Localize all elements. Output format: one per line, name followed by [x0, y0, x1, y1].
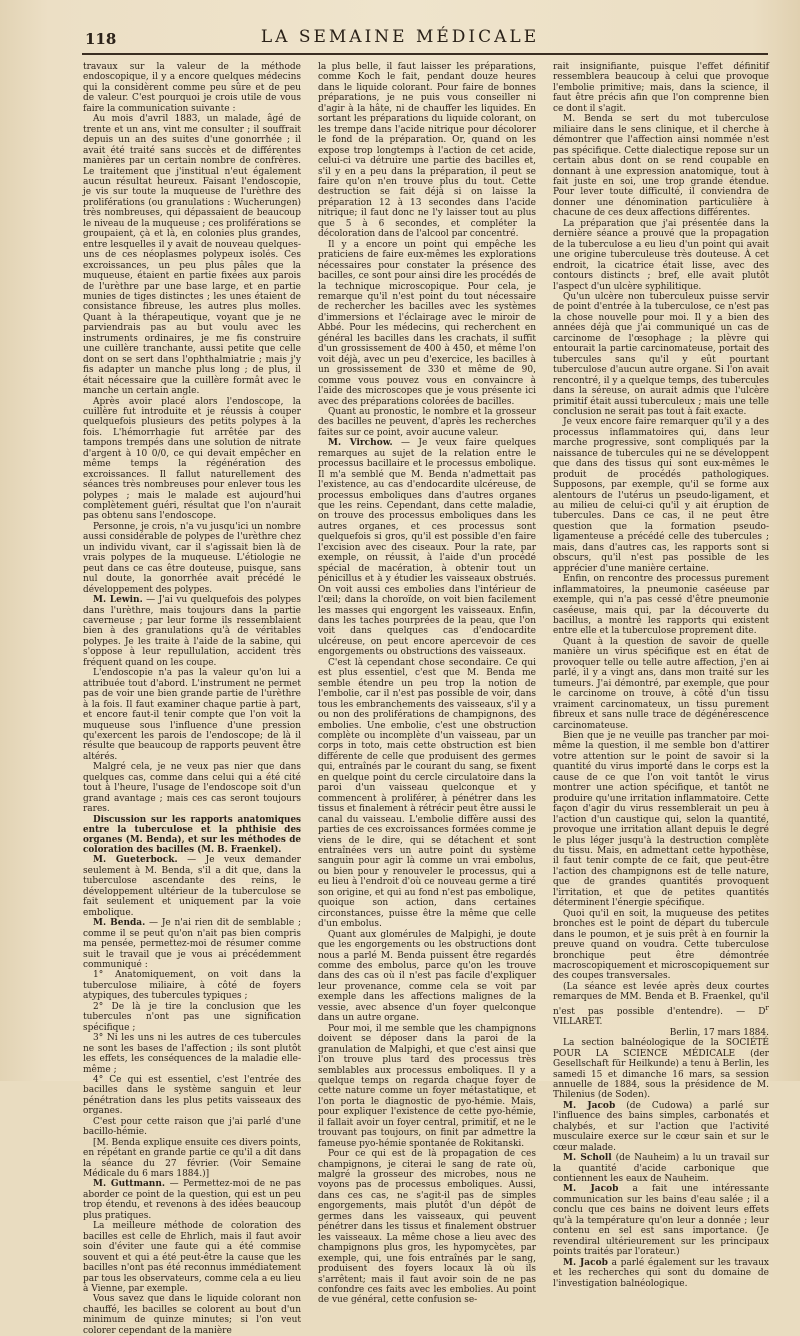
column-middle: [318, 62, 536, 1306]
paragraph: Personne, je crois, n'a vu jusqu'ici un nombre aussi considérable de polypes de l'urèthre chez un individu vivant, car il s'agissait bien là de vrais polypes de la muqueuse. L'étiologie ne peut dans ce cas être douteuse, puisque, sans nul doute, la gonorrhée avait précédé le développement des polypes.: [83, 521, 301, 595]
paragraph: La section balnéologique de la SOCIÉTÉ POUR LA SCIENCE MÉDICALE (der Gesellschaft für Heilkunde) a tenu à Berlin, les samedi 15 et dimanche 16 mars, sa session annuelle de 1884, sous la présidence de M. Thilenius (de Soden).: [553, 1038, 769, 1101]
paragraph: Quant au pronostic, le nombre et la grosseur des bacilles ne peuvent, d'après les recherches faites sur ce point, avoir aucune valeur.: [318, 406, 536, 438]
paragraph: Enfin, on rencontre des processus purement inflammatoires, la pneumonie caséeuse par exemple, qui n'a pas cessé d'être pneumonie caséeuse, mais qui, par la découverte du bacillus, a montré les rapports qui existent entre elle et la tuberculose proprement dite.: [553, 574, 769, 637]
journal-title: LA SEMAINE MÉDICALE: [260, 27, 540, 47]
paragraph: Pour ce qui est de là propagation de ces champignons, je citerai le sang de rate où, malgré la grosseur des microbes, nous ne voyons pas de processus emboliques. Aussi, dans ces cas, ne s'agit-il pas de simples engorgements, mais plutôt d'un dépôt de germes dans les vaisseaux, qui peuvent pénétrer dans les tissus et finalement obstruer les vaisseaux. La même chose a lieu avec des champignons plus gros, les hypomycètes, par exemple, qui, une fois entraînés par le sang, produisent des foyers locaux là où ils s'arrêtent; mais il faut avoir soin de ne pas confondre ces faits avec les embolies. Au point de vue général, cette confusion se-: [318, 1149, 536, 1306]
paragraph: Il y a encore un point qui empêche les praticiens de faire eux-mêmes les explorations nécessaires pour constater la présence des bacilles, ce sont pour ainsi dire les procédés de la technique microscopique. Pour cela, je remarque qu'il n'est point du tout nécessaire de rechercher les bacilles avec les systèmes d'immersions et l'éclairage avec le miroir de Abbé. Pour les médecins, qui recherchent en général les bacilles dans les crachats, il suffit d'un grossissement de 400 à 450, et même l'on voit déjà, avec un peu d'exercice, les bacilles à un grossissement de 330 et même de 90, comme vous pouvez vous en convaincre à l'aide des microscopes que je vous présente ici avec des préparations colorées de bacilles.: [318, 239, 536, 407]
speaker-name: M. Jacob: [563, 1184, 619, 1195]
paragraph-text: — J'ai vu quelquefois des polypes dans l'urèthre, mais toujours dans la partie caverneuse ; par leur forme ils ressemblaient bien à des granulations qu'à de véritables polypes. Je les traite à l'aide de la sabine, qui s'oppose à leur repullulation, accident très fréquent quand on les coupe.: [83, 595, 301, 668]
speaker-name: M. Jacob: [563, 1100, 616, 1111]
header-rule: [82, 53, 768, 55]
paragraph: la plus belle, il faut laisser les préparations, comme Koch le fait, pendant douze heures dans le liquide colorant. Pour faire de bonnes préparations, je ne puis vous conseiller ni d'agir à la hâte, ni de chauffer les liquides. En sortant les préparations du liquide colorant, on les trempe dans l'acide nitrique pour décolorer le fond de la préparation. Or, quand on les expose trop longtemps à l'action de cet acide, celui-ci va détruire une partie des bacilles et, s'il y en a peu dans la préparation, il peut se faire qu'on n'en trouve plus du tout. Cette destruction se fait déjà si on laisse la préparation 12 à 13 secondes dans l'acide nitrique; il faut donc ne l'y laisser tout au plus que 5 à 6 secondes, et compléter la décoloration dans de l'alcool par concentré.: [318, 62, 536, 240]
paragraph: Je veux encore faire remarquer qu'il y a des processus inflammatoires qui, dans leur marche progressive, sont compliqués par la naissance de tubercules qui ne se développent que dans des tissus qui sont eux-mêmes le produit de procédés pathologiques. Supposons, par exemple, qu'il se forme aux alentours de l'utérus un pseudo-ligament, et au milieu de celui-ci qu'il y ait éruption de tubercules. Dans ce cas, il ne peut être question que la formation pseudo-ligamenteuse a précédé celle des tubercules ; mais, dans d'autres cas, les rapports sont si obscurs, qu'il n'est pas possible de les apprécier d'une manière certaine.: [553, 417, 769, 574]
paragraph-text: (La séance est levée après deux courtes remarques de MM. Benda et B. Fraenkel, qu'il n'est pas possible d'entendre). — D: [553, 981, 769, 1017]
paragraph: C'est là cependant chose secondaire. Ce qui est plus essentiel, c'est que M. Benda me semble étendre un peu trop la notion de l'embolie, car il n'est pas possible de voir, dans tous les embranchements des vaisseaux, s'il y a ou non des proliférations de champignons, des embolies. Une embolie, c'est une obstruction complète ou incomplète d'un vaisseau, par un corps in toto, mais cette obstruction est bien différente de celle que produisent des germes qui, entraînés par le courant du sang, se fixent en quelque point du cercle circulatoire dans la paroi d'un vaisseau quelconque et y commencent à proliférer, à pénétrer dans les tissus et finalement à rétrécir peut être aussi le canal du vaisseau. L'embolie diffère aussi des parties de ces excroissances formées comme je viens de le dire, qui se détachent et sont entraînées vers un autre point du système sanguin pour agir là comme un vrai embolus, ou bien pour y renouveler le processus, qui a eu lieu à l'endroit d'où ce nouveau germe a tiré son origine, et qui au fond n'est pas embolique, quoique son action, dans certaines circonstances, puisse être la même que celle d'un embolus.: [318, 657, 536, 930]
column-left: [83, 62, 301, 1336]
paragraph: Vous savez que dans le liquide colorant non chauffé, les bacilles se colorent au bout d'un minimum de quinze minutes; si l'on veut colorer cependant de la manière: [83, 1294, 301, 1336]
paragraph: Quoi qu'il en soit, la muqueuse des petites bronches est le point de départ du tubercule dans le poumon, et je suis prêt à en fournir la preuve quand on voudra. Cette tuberculose bronchique peut être démontrée macroscopiquement et microscopiquement sur des coupes transversales.: [553, 908, 769, 982]
paragraph: La préparation que j'ai présentée dans la dernière séance a prouvé que la propagation de la tuberculose a eu lieu d'un point qui avait une origine tuberculeuse très douteuse. À cet endroit, la cicatrice était lisse, avec des contours distincts ; bref, elle avait plutôt l'aspect d'un ulcère syphilitique.: [553, 218, 769, 292]
paragraph-text: (de Nauheim) a lu un travail sur la quantité d'acide carbonique que contiennent les eaux de Nauheim.: [553, 1153, 769, 1185]
paragraph: [553, 1184, 769, 1257]
speaker-name: M. Jacob: [563, 1257, 608, 1268]
list-item: 3° Ni les uns ni les autres de ces tubercules ne sont les bases de l'affection ; ils sont plutôt les effets, les conséquences de la maladie elle-même ;: [83, 1033, 301, 1075]
speaker-name: M. Gueterbock.: [93, 855, 178, 866]
page-header: [0, 0, 800, 60]
signature-superscript: r: [765, 1002, 769, 1012]
dateline: Berlin, 17 mars 1884.: [669, 1027, 769, 1038]
paragraph: Qu'un ulcère non tuberculeux puisse servir de point d'entrée à la tuberculose, ce n'est pas la chose nouvelle pour moi. Il y a bien des années déjà que j'ai communiqué un cas de carcinome de l'œsophage ; la plèvre qui entourait la partie carcinomateuse, portait des tubercules sans qu'il y eût pourtant tuberculose d'aucun autre organe. Si l'on avait rencontré, il y a quelque temps, des tubercules dans la séreuse, on aurait admis que l'ulcère primitif était aussi tuberculeux ; mais une telle conclusion ne serait pas tout à fait exacte.: [553, 291, 769, 417]
paragraph: rait insignifiante, puisque l'effet définitif ressemblera beaucoup à celui que provoque l'embolie primitive; mais, dans la science, il faut être précis afin que l'on comprenne bien ce dont il s'agit.: [553, 62, 769, 114]
list-item: 1° Anatomiquement, on voit dans la tuberculose miliaire, à côté de foyers atypiques, des tubercules typiques ;: [83, 970, 301, 1002]
column-right: [553, 62, 769, 1289]
paragraph: M. Benda se sert du mot tuberculose miliaire dans le sens clinique, et il cherche à démontrer que l'affection ainsi nommée n'est pas spécifique. Cette dialectique repose sur un certain abus dont on se rend coupable en donnant à une expression anatomique, tout à fait juste en soi, une trop grande étendue. Pour lever toute difficulté, il conviendra de donner une dénomination particulière à chacune de ces deux affections différentes.: [553, 114, 769, 219]
paragraph: [83, 595, 301, 668]
paragraph: Après avoir placé alors l'endoscope, la cuillère fut introduite et je réussis à couper quelquefois plusieurs des petits polypes à la fois. L'hémorrhagie fut arrêtée par des tampons trempés dans une solution de nitrate d'argent à 10 0/0, ce qui devait empêcher en même temps la régénération des excroissances. Il fallut naturellement des séances très nombreuses pour enlever tous les polypes ; mais le malade est aujourd'hui complètement guéri, résultat que l'on n'aurait pas obtenu sans l'endoscope.: [83, 396, 301, 522]
paragraph: travaux sur la valeur de la méthode endoscopique, il y a encore quelques médecins qui la considèrent comme peu sûre et de peu de valeur. C'est pourquoi je crois utile de vous faire la communication suivante :: [83, 62, 301, 114]
paragraph: [318, 438, 536, 658]
speaker-name: M. Guttmann.: [93, 1179, 166, 1190]
paragraph: Pour moi, il me semble que les champignons doivent se déposer dans la paroi de la granulation de Malpighi, et que c'est ainsi que l'on trouve plus tard des processus très semblables aux processus emboliques. Il y a quelque temps on regarda chaque foyer de cette nature comme un foyer métastatique, et l'on porta le diagnostic de pyo-hémie. Mais, pour expliquer l'existence de cette pyo-hémie, il fallait avoir un foyer central, primitif, et ne le trouvant pas toujours, on finit par admettre la fameuse pyo-hémie spontanée de Rokitanski.: [318, 1023, 536, 1149]
list-item: 4° Ce qui est essentiel, c'est l'entrée des bacilles dans le système sanguin et leur pénétration dans les plus petits vaisseaux des organes.: [83, 1074, 301, 1117]
paragraph-text: — Permettez-moi de ne pas aborder ce point de la question, qui est un peu trop étendu, et revenons à des idées beaucoup plus pratiques.: [83, 1179, 301, 1221]
paragraph-text: — Je n'ai rien dit de semblable ; comme il se peut qu'on n'ait pas bien compris ma pensée, permettez-moi de résumer comme suit le travail que je vous ai précédemment communiqué :: [83, 918, 301, 970]
paragraph: C'est pour cette raison que j'ai parlé d'une bacillo-hémie.: [83, 1116, 301, 1138]
section-heading: Discussion sur les rapports anatomiques entre la tuberculose et la phthisie des organes (M. Benda), et sur les méthodes de coloration des bacilles (M. B. Fraenkel).: [83, 814, 301, 856]
paragraph: [83, 855, 301, 918]
speaker-name: M. Scholl: [563, 1153, 612, 1164]
paragraph: [553, 1153, 769, 1184]
list-item: 2° De là je tire la conclusion que les tubercules n'ont pas une signification spécifique ;: [83, 1001, 301, 1033]
page-number: 118: [85, 30, 117, 48]
paragraph: [553, 1258, 769, 1289]
paragraph: [83, 918, 301, 970]
speaker-name: M. Virchow.: [328, 438, 393, 449]
paragraph-text: — Je veux faire quelques remarques au sujet de la relation entre le processus bacillaire et le processus embolique. Il m'a semblé que M. Benda n'admettait pas l'existence, au cas d'endocardite ulcéreuse, de processus emboliques dans d'autres organes que les reins. Cependant, dans cette maladie, on trouve des processus emboliques dans les autres organes, et ces processus sont quelquefois si gros, qu'il est possible d'en faire l'excision avec des ciseaux. Pour la rate, par exemple, on réussit, à l'aide d'un procédé spécial de macération, à obtenir tout un pénicillus et à y étudier les vaisseaux obstrués. On voit aussi ces embolies dans l'intérieur de l'œil; dans la choroïde, on voit bien facilement les masses qui engorgent les vaisseaux. Enfin, dans les taches pourprées de la peau, que l'on voit dans quelques cas d'endocardite ulcéreuse, on peut encore apercevoir de ces engorgements ou obstructions des vaisseaux.: [318, 438, 536, 658]
paragraph-text: a parlé également sur les travaux et les recherches qui sont du domaine de l'investigation balnéologique.: [553, 1257, 769, 1289]
paragraph: L'endoscopie n'a pas la valeur qu'on lui a attribuée tout d'abord. L'instrument ne permet pas de voir une bien grande partie de l'urèthre à la fois. Il faut examiner chaque partie à part, et encore faut-il tenir compte que l'on voit la muqueuse sous l'influence d'une pression qu'exercent les parois de l'endoscope; de là il résulte que beaucoup de rapports peuvent être altérés.: [83, 668, 301, 762]
signature-name: VILLARET.: [553, 1017, 603, 1028]
paragraph: [553, 982, 769, 1028]
paragraph: [M. Benda explique ensuite ces divers points, en répétant en grande partie ce qu'il a dit dans la séance du 27 février. (Voir Semaine Médicale du 6 mars 1884.)]: [83, 1137, 301, 1180]
paragraph-text: (de Cudowa) a parlé sur l'influence des bains simples, carbonatés et chalybés, et sur l'action que l'activité musculaire exerce sur le cœur sain et sur le cœur malade.: [553, 1100, 769, 1153]
paragraph: Quant aux glomérules de Malpighi, je doute que les engorgements ou les obstructions dont nous a parlé M. Benda puissent être regardés comme des embolus, parce qu'on les trouve dans des cas où il n'est pas facile d'expliquer leur provenance, comme cela se voit par exemple dans les affections malignes de la vessie, avec absence d'un foyer quelconque dans un autre organe.: [318, 929, 536, 1024]
paragraph: Au mois d'avril 1883, un malade, âgé de trente et un ans, vint me consulter ; il souffrait depuis un an des suites d'une gonorrhée ; il avait été traité sans succès et de différentes manières par un certain nombre de confrères. Le traitement que j'institual n'eut également aucun résultat heureux. Faisant l'endoscopie, je vis sur toute la muqueuse de l'urèthre des proliférations (ou granulations : Wucherungen) très nombreuses, qui dépassaient de beaucoup le niveau de la muqueuse ; ces proliférations se groupaient, çà et là, en colonies plus grandes, entre lesquelles il y avait de nouveau quelques-uns de ces néoplasmes polypeux isolés. Ces excroissances, un peu plus pâles que la muqueuse, étaient en partie fixées aux parois de l'urèthre par une base large, et en partie munies de tiges distinctes ; les unes étaient de consistance fibreuse, les autres plus molles. Quant à la thérapeutique, voyant que je ne parviendrais pas au but voulu avec les instruments ordinaires, je me fis construire une cuillère tranchante, aussi petite que celle dont on se sert dans l'ophthalmiatrie ; mais j'y fis adapter un manche plus long ; de plus, il était nécessaire que la cuillère formât avec le manche un certain angle.: [83, 114, 301, 397]
paragraph: Bien que je ne veuille pas trancher par moi-même la question, il me semble bon d'attirer votre attention sur le point de savoir si la quantité du virus importé dans le corps est la cause de ce que l'on voit tantôt le virus montrer une action spécifique, et tantôt ne produire qu'une irritation inflammatoire. Cette façon d'agir du virus ressemblerait un peu à l'action d'un caustique qui, selon la quantité, provoque une irritation allant depuis le degré le plus léger jusqu'à la destruction complète du tissu. Mais, en admettant cette hypothèse, il faut tenir compte de ce fait, que peut-être l'action des champignons est de telle nature, que de grandes quantités provoquent l'irritation, et que de petites quantités déterminent l'énergie spécifique.: [553, 731, 769, 909]
paragraph: Quant à la question de savoir de quelle manière un virus spécifique est en état de provoquer telle ou telle autre affection, j'en ai parlé, il y a vingt ans, dans mon traité sur les tumeurs. J'ai démontré, par exemple, que pour le carcinome on trouve, à côté d'un tissu vraiment carcinomateux, un tissu purement fibreux et sans nulle trace de dégénérescence carcinomateuse.: [553, 636, 769, 731]
paragraph: [553, 1101, 769, 1153]
paragraph-text: — Je veux demander seulement à M. Benda, s'il a dit que, dans la tuberculose ascendante des reins, le développement ultérieur de la tuberculose se fait seulement et uniquement par la voie embolique.: [83, 855, 301, 918]
paragraph-text: a fait une intéressante communication sur les bains d'eau salée ; il a conclu que ces bains ne doivent leurs effets qu'à la température qu'on leur a donnée ; leur contenu en sel est sans importance. (Je revendiral ultérieurement sur les principaux points traités par l'orateur.): [553, 1184, 769, 1258]
paragraph: Malgré cela, je ne veux pas nier que dans quelques cas, comme dans celui qui a été cité tout à l'heure, l'usage de l'endoscope soit d'un grand avantage ; mais ces cas seront toujours rares.: [83, 762, 301, 815]
paragraph: La meilleure méthode de coloration des bacilles est celle de Ehrlich, mais il faut avoir soin d'éviter une faute qui a été commise souvent et qui a été peut-être la cause que les bacilles n'ont pas été reconnus immédiatement par tous les observateurs, comme cela a eu lieu à Vienne, par exemple.: [83, 1221, 301, 1295]
paragraph: [83, 1179, 301, 1221]
speaker-name: M. Lewin.: [93, 595, 143, 606]
speaker-name: M. Benda.: [93, 918, 146, 929]
